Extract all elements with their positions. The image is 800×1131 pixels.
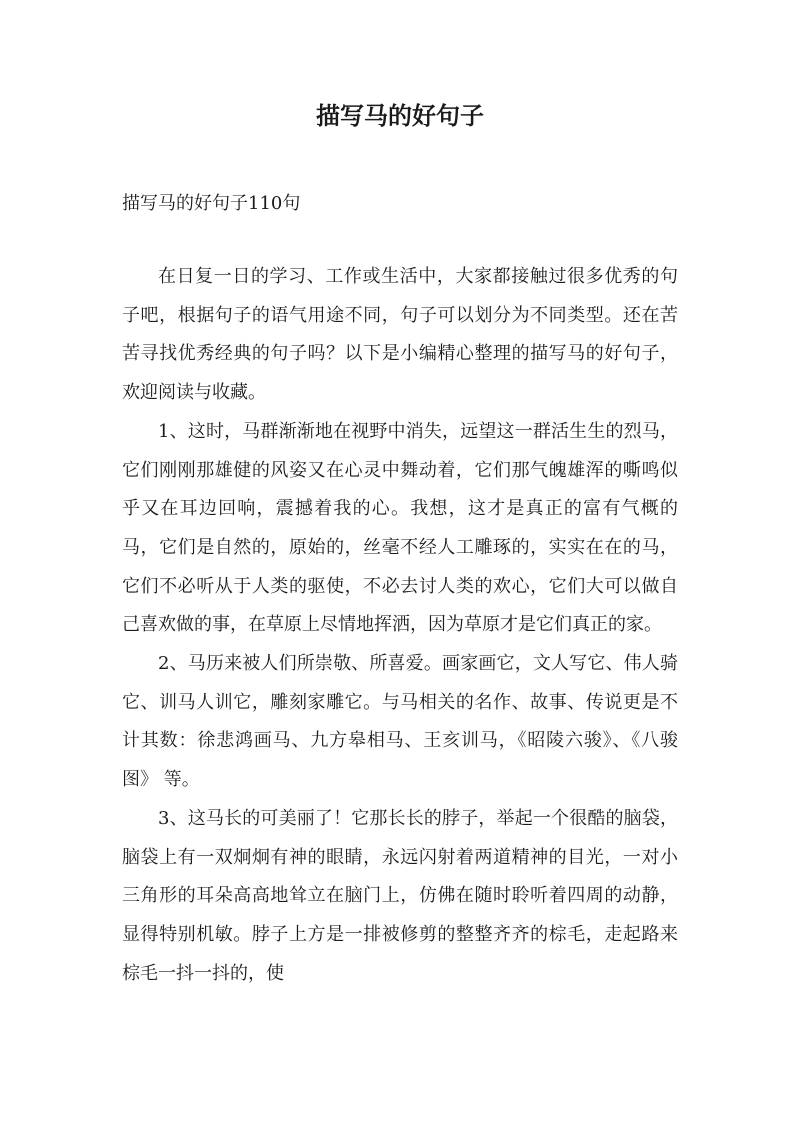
sentence-paragraph-1: 1、这时，马群渐渐地在视野中消失，远望这一群活生生的烈马，它们刚刚那雄健的风姿又在心灵中舞动着，它们那气魄雄浑的嘶鸣似乎又在耳边回响，震撼着我的心。我想，这才是真正的富有气概的马，它们是自然的，原始的，丝毫不经人工雕琢的，实实在在的马，它们不必听从于人类的驱使，不必去讨人类的欢心，它们大可以做自己喜欢做的事，在草原上尽情地挥洒，因为草原才是它们真正的家。 — [122, 420, 678, 636]
document-body — [122, 258, 678, 993]
intro-paragraph: 在日复一日的学习、工作或生活中，大家都接触过很多优秀的句子吧，根据句子的语气用途不同，句子可以划分为不同类型。还在苦苦寻找优秀经典的句子吗？以下是小编精心整理的描写马的好句子，欢迎阅读与收藏。 — [122, 266, 678, 404]
document-subtitle: 描写马的好句子110句 — [122, 193, 301, 214]
sentence-paragraph-2: 2、马历来被人们所崇敬、所喜爱。画家画它，文人写它、伟人骑它、训马人训它，雕刻家雕它。与马相关的名作、故事、传说更是不计其数：徐悲鸿画马、九方皋相马、王亥训马，《昭陵六骏》、《八骏图》 等。 — [122, 653, 678, 791]
sentence-paragraph-3: 3、这马长的可美丽了！它那长长的脖子，举起一个很酷的脑袋，脑袋上有一双炯炯有神的眼睛，永远闪射着两道精神的目光，一对小三角形的耳朵高高地耸立在脑门上，仿佛在随时聆听着四周的动静，显得特别机敏。脖子上方是一排被修剪的整整齐齐的棕毛，走起路来棕毛一抖一抖的，使 — [122, 807, 678, 984]
page-title: 描写马的好句子 — [316, 102, 484, 130]
